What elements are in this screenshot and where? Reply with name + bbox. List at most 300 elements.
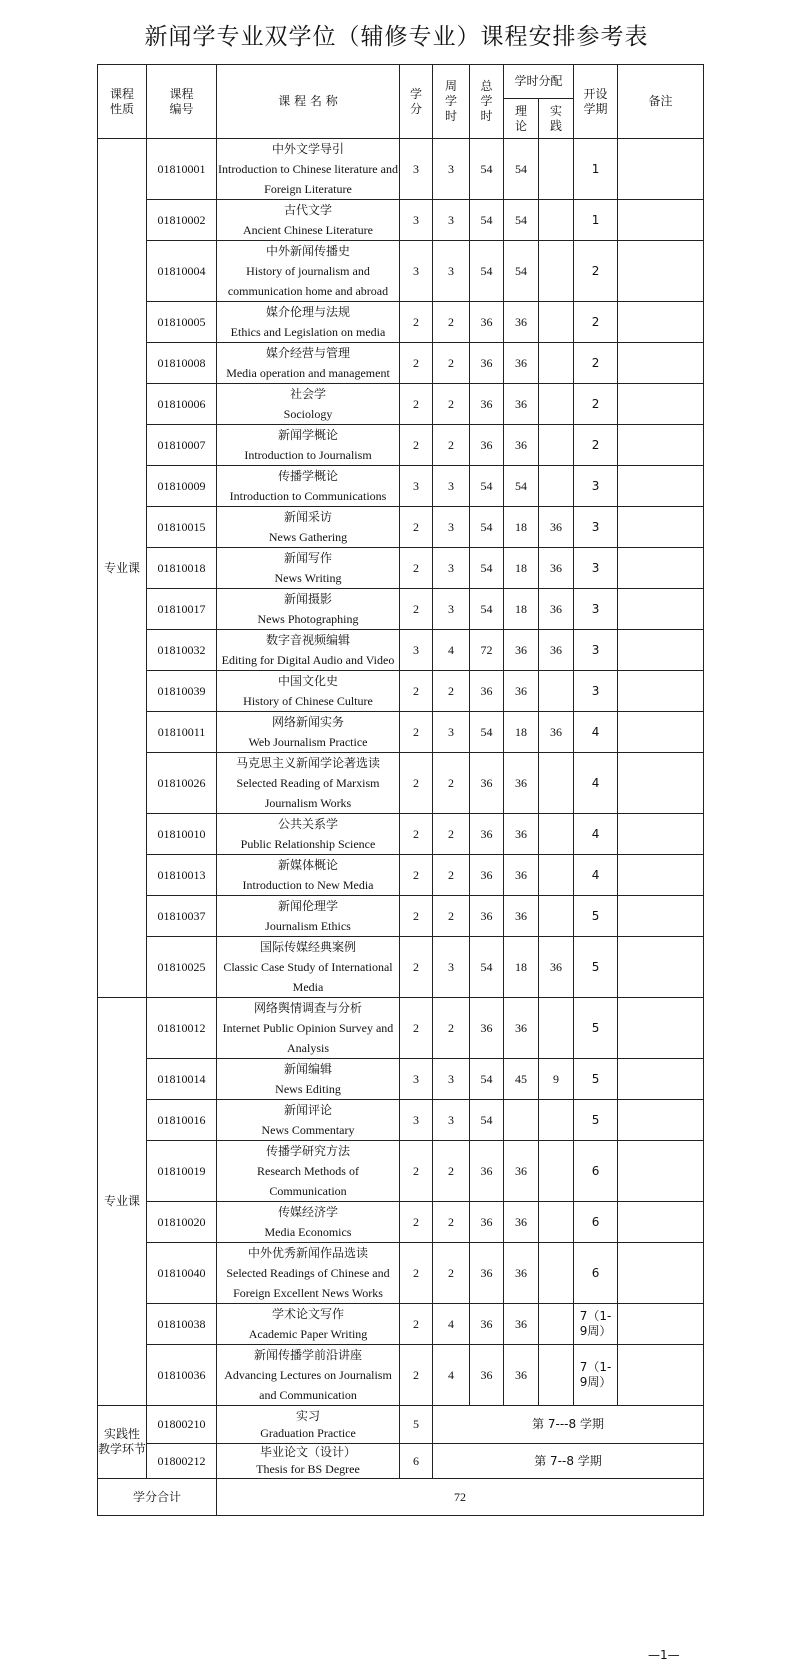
semester: 4 [574, 753, 618, 814]
course-name-en: Public Relationship Science [240, 837, 376, 851]
theory-hours [504, 1100, 539, 1141]
course-code: 01810037 [147, 896, 217, 937]
total-hours: 54 [470, 139, 504, 200]
course-name [217, 1345, 400, 1406]
credit: 3 [400, 139, 433, 200]
credit: 2 [400, 998, 433, 1059]
total-hours: 36 [470, 1345, 504, 1406]
practice-hours [539, 855, 574, 896]
practical-row [98, 1406, 704, 1444]
remark [618, 548, 704, 589]
semester: 7（1-9周） [574, 1345, 618, 1406]
table-row [98, 548, 704, 589]
course-name-en: Internet Public Opinion Survey and Analysis [222, 1021, 394, 1055]
course-code: 01810011 [147, 712, 217, 753]
weekly-hours: 2 [433, 384, 470, 425]
remark [618, 855, 704, 896]
course-name-cn: 社会学 [289, 387, 326, 401]
practice-hours [539, 200, 574, 241]
course-name-cn: 新闻摄影 [283, 592, 332, 606]
theory-hours: 18 [504, 589, 539, 630]
remark [618, 1345, 704, 1406]
practice-hours [539, 1141, 574, 1202]
credit: 2 [400, 937, 433, 998]
remark [618, 1100, 704, 1141]
practice-hours: 36 [539, 589, 574, 630]
weekly-hours: 2 [433, 343, 470, 384]
credit: 2 [400, 507, 433, 548]
course-code: 01810015 [147, 507, 217, 548]
total-hours: 36 [470, 671, 504, 712]
header-weekly: 周 学 时 [433, 65, 470, 139]
table-row [98, 139, 704, 200]
course-name [217, 548, 400, 589]
course-code: 01810006 [147, 384, 217, 425]
course-name-en: Ancient Chinese Literature [243, 223, 373, 237]
total-hours: 36 [470, 1141, 504, 1202]
course-name-en: News Editing [275, 1082, 341, 1096]
course-name [217, 896, 400, 937]
table-row [98, 1100, 704, 1141]
remark [618, 200, 704, 241]
practice-hours: 36 [539, 937, 574, 998]
remark [618, 1304, 704, 1345]
course-table [97, 64, 704, 1516]
course-name-en: Thesis for BS Degree [256, 1462, 360, 1476]
total-hours: 72 [470, 630, 504, 671]
table-row [98, 343, 704, 384]
theory-hours: 54 [504, 139, 539, 200]
header-nature: 课程 性质 [98, 65, 147, 139]
course-name-cn: 国际传媒经典案例 [259, 940, 356, 954]
weekly-hours: 2 [433, 814, 470, 855]
course-name [217, 1304, 400, 1345]
course-name-en: Academic Paper Writing [248, 1327, 368, 1341]
weekly-hours: 2 [433, 753, 470, 814]
course-name [217, 937, 400, 998]
course-name-en: Selected Reading of Marxism Journalism Works [236, 776, 380, 810]
course-name-cn: 马克思主义新闻学论著选读 [235, 756, 380, 770]
course-code: 01810017 [147, 589, 217, 630]
course-name-en: Media Economics [264, 1225, 352, 1239]
table-row [98, 466, 704, 507]
theory-hours: 36 [504, 671, 539, 712]
total-hours: 54 [470, 589, 504, 630]
theory-hours: 54 [504, 466, 539, 507]
course-name-en: Research Methods of Communication [257, 1164, 359, 1198]
course-name-en: History of journalism and communication home and abroad [227, 264, 389, 298]
course-name-cn: 中外优秀新闻作品选读 [247, 1246, 368, 1260]
theory-hours: 54 [504, 241, 539, 302]
course-nature-cell: 实践性 教学环节 [98, 1406, 147, 1479]
course-name [217, 139, 400, 200]
remark [618, 507, 704, 548]
total-hours: 54 [470, 712, 504, 753]
remark [618, 384, 704, 425]
practice-hours [539, 1202, 574, 1243]
theory-hours: 36 [504, 855, 539, 896]
course-name-cn: 传播学概论 [277, 469, 338, 483]
semester: 3 [574, 548, 618, 589]
course-code: 01810010 [147, 814, 217, 855]
remark [618, 671, 704, 712]
remark [618, 814, 704, 855]
practice-hours [539, 1100, 574, 1141]
total-hours: 54 [470, 1100, 504, 1141]
remark [618, 425, 704, 466]
credit: 5 [400, 1406, 433, 1444]
theory-hours: 36 [504, 1345, 539, 1406]
credit: 2 [400, 384, 433, 425]
credit: 3 [400, 241, 433, 302]
table-row [98, 302, 704, 343]
course-name [217, 1100, 400, 1141]
header-remark: 备注 [618, 65, 704, 139]
practice-hours [539, 343, 574, 384]
theory-hours: 36 [504, 1304, 539, 1345]
theory-hours: 36 [504, 1141, 539, 1202]
theory-hours: 36 [504, 630, 539, 671]
weekly-hours: 2 [433, 998, 470, 1059]
course-name-en: Advancing Lectures on Journalism and Communication [224, 1368, 392, 1402]
credit: 2 [400, 548, 433, 589]
course-code: 01810013 [147, 855, 217, 896]
course-name [217, 302, 400, 343]
course-name [217, 1141, 400, 1202]
course-nature-cell: 专业课 [98, 998, 147, 1406]
course-name-cn: 中国文化史 [277, 674, 338, 688]
course-code: 01810016 [147, 1100, 217, 1141]
course-code: 01810014 [147, 1059, 217, 1100]
semester: 4 [574, 855, 618, 896]
practice-hours [539, 1304, 574, 1345]
practice-hours [539, 302, 574, 343]
credit: 2 [400, 343, 433, 384]
course-code: 01810002 [147, 200, 217, 241]
remark [618, 1243, 704, 1304]
course-name-en: Introduction to Communications [229, 489, 387, 503]
practice-hours [539, 425, 574, 466]
course-name-en: Introduction to Journalism [244, 448, 372, 462]
course-name-cn: 古代文学 [283, 203, 332, 217]
table-row [98, 1141, 704, 1202]
course-code: 01810038 [147, 1304, 217, 1345]
semester: 2 [574, 384, 618, 425]
weekly-hours: 3 [433, 507, 470, 548]
weekly-hours: 4 [433, 1345, 470, 1406]
course-name [217, 466, 400, 507]
page-title: 新闻学专业双学位（辅修专业）课程安排参考表 [144, 24, 649, 50]
header-theory: 理 论 [504, 99, 539, 139]
semester: 6 [574, 1141, 618, 1202]
weekly-hours: 2 [433, 302, 470, 343]
total-hours: 54 [470, 466, 504, 507]
credit: 2 [400, 896, 433, 937]
total-label: 学分合计 [98, 1479, 217, 1516]
course-name [217, 589, 400, 630]
weekly-hours: 3 [433, 200, 470, 241]
course-code: 01810012 [147, 998, 217, 1059]
course-name [217, 671, 400, 712]
course-name-cn: 数字音视频编辑 [265, 633, 350, 647]
remark [618, 896, 704, 937]
total-hours: 36 [470, 1243, 504, 1304]
total-hours: 36 [470, 896, 504, 937]
credit: 2 [400, 302, 433, 343]
course-code: 01810018 [147, 548, 217, 589]
semester: 1 [574, 139, 618, 200]
course-name-en: News Photographing [257, 612, 359, 626]
credit: 2 [400, 712, 433, 753]
practice-hours: 36 [539, 630, 574, 671]
practice-hours [539, 753, 574, 814]
course-code: 01800210 [147, 1406, 217, 1444]
course-name-en: News Gathering [268, 530, 348, 544]
total-hours: 36 [470, 998, 504, 1059]
credit: 3 [400, 1100, 433, 1141]
credit: 2 [400, 1202, 433, 1243]
practical-row [98, 1444, 704, 1479]
course-name [217, 1444, 400, 1479]
table-row [98, 1202, 704, 1243]
course-code: 01810025 [147, 937, 217, 998]
course-name-en: Journalism Ethics [265, 919, 351, 933]
remark [618, 630, 704, 671]
course-name-cn: 新闻学概论 [277, 428, 338, 442]
header-credit: 学 分 [400, 65, 433, 139]
weekly-hours: 4 [433, 1304, 470, 1345]
semester: 3 [574, 671, 618, 712]
course-name [217, 384, 400, 425]
theory-hours: 54 [504, 200, 539, 241]
page-number: —1— [648, 1648, 680, 1662]
credit: 2 [400, 855, 433, 896]
theory-hours: 18 [504, 937, 539, 998]
course-name-en: Ethics and Legislation on media [230, 325, 386, 339]
semester: 5 [574, 1059, 618, 1100]
semester: 6 [574, 1202, 618, 1243]
remark [618, 241, 704, 302]
course-name [217, 712, 400, 753]
remark [618, 1202, 704, 1243]
course-name-cn: 传媒经济学 [277, 1205, 338, 1219]
header-code: 课程 编号 [147, 65, 217, 139]
theory-hours: 36 [504, 425, 539, 466]
table-row [98, 753, 704, 814]
course-name-cn: 新媒体概论 [277, 858, 338, 872]
credit: 6 [400, 1444, 433, 1479]
credit: 2 [400, 589, 433, 630]
course-name [217, 1243, 400, 1304]
weekly-hours: 3 [433, 466, 470, 507]
header-distribution: 学时分配 [504, 65, 574, 99]
remark [618, 1059, 704, 1100]
practice-hours [539, 139, 574, 200]
header-semester: 开设 学期 [574, 65, 618, 139]
course-name [217, 855, 400, 896]
total-hours: 54 [470, 548, 504, 589]
course-name-en: Graduation Practice [260, 1425, 356, 1440]
course-name-cn: 新闻采访 [283, 510, 332, 524]
course-name-cn: 传播学研究方法 [265, 1144, 350, 1158]
course-name-en: Editing for Digital Audio and Video [221, 653, 395, 667]
course-name [217, 630, 400, 671]
semester: 7（1-9周） [574, 1304, 618, 1345]
course-name-en: Introduction to Chinese literature and Foreign Literature [218, 162, 398, 196]
schedule: 第 7--8 学期 [433, 1444, 704, 1479]
header-name: 课 程 名 称 [217, 65, 400, 139]
course-code: 01810004 [147, 241, 217, 302]
table-row [98, 241, 704, 302]
remark [618, 753, 704, 814]
remark [618, 343, 704, 384]
total-row [98, 1479, 704, 1516]
total-hours: 54 [470, 1059, 504, 1100]
credit: 3 [400, 630, 433, 671]
remark [618, 139, 704, 200]
course-code: 01810001 [147, 139, 217, 200]
weekly-hours: 3 [433, 139, 470, 200]
course-name-cn: 新闻伦理学 [277, 899, 338, 913]
practice-hours [539, 1345, 574, 1406]
credit: 3 [400, 200, 433, 241]
table-row [98, 200, 704, 241]
course-name [217, 1202, 400, 1243]
semester: 6 [574, 1243, 618, 1304]
theory-hours: 36 [504, 384, 539, 425]
semester: 3 [574, 589, 618, 630]
semester: 2 [574, 241, 618, 302]
course-name [217, 814, 400, 855]
theory-hours: 36 [504, 814, 539, 855]
course-code: 01810005 [147, 302, 217, 343]
course-name-cn: 学术论文写作 [271, 1307, 344, 1321]
table-row [98, 671, 704, 712]
theory-hours: 36 [504, 896, 539, 937]
total-hours: 36 [470, 855, 504, 896]
weekly-hours: 3 [433, 937, 470, 998]
practice-hours: 9 [539, 1059, 574, 1100]
table-row [98, 630, 704, 671]
total-hours: 36 [470, 302, 504, 343]
table-row [98, 507, 704, 548]
course-code: 01810040 [147, 1243, 217, 1304]
table-row [98, 1345, 704, 1406]
course-name [217, 753, 400, 814]
credit: 2 [400, 1141, 433, 1202]
course-name-cn: 新闻传播学前沿讲座 [253, 1348, 362, 1362]
course-code: 01810020 [147, 1202, 217, 1243]
total-hours: 54 [470, 937, 504, 998]
table-row [98, 712, 704, 753]
course-name-cn: 中外文学导引 [271, 142, 344, 156]
credit: 2 [400, 425, 433, 466]
theory-hours: 18 [504, 712, 539, 753]
course-code: 01810009 [147, 466, 217, 507]
weekly-hours: 2 [433, 671, 470, 712]
table-row [98, 855, 704, 896]
course-name-en: History of Chinese Culture [243, 694, 373, 708]
table-row [98, 937, 704, 998]
credit: 2 [400, 1304, 433, 1345]
total-hours: 54 [470, 200, 504, 241]
course-name-cn: 媒介伦理与法规 [265, 305, 350, 319]
semester: 4 [574, 712, 618, 753]
course-name [217, 343, 400, 384]
course-name-en: Sociology [283, 407, 333, 421]
semester: 2 [574, 302, 618, 343]
semester: 3 [574, 507, 618, 548]
course-name-cn: 公共关系学 [277, 817, 338, 831]
course-code: 01810036 [147, 1345, 217, 1406]
theory-hours: 18 [504, 507, 539, 548]
total-hours: 36 [470, 1304, 504, 1345]
course-name-en: Selected Readings of Chinese and Foreign Excellent News Works [226, 1266, 390, 1300]
total-hours: 54 [470, 507, 504, 548]
theory-hours: 36 [504, 343, 539, 384]
theory-hours: 45 [504, 1059, 539, 1100]
weekly-hours: 2 [433, 425, 470, 466]
course-name-cn: 网络新闻实务 [271, 715, 344, 729]
credit: 2 [400, 671, 433, 712]
semester: 5 [574, 896, 618, 937]
semester: 3 [574, 466, 618, 507]
practice-hours [539, 384, 574, 425]
semester: 2 [574, 425, 618, 466]
practice-hours [539, 896, 574, 937]
table-row [98, 998, 704, 1059]
total-hours: 54 [470, 241, 504, 302]
theory-hours: 36 [504, 302, 539, 343]
table-row [98, 1059, 704, 1100]
weekly-hours: 3 [433, 712, 470, 753]
theory-hours: 36 [504, 753, 539, 814]
header-practice: 实 践 [539, 99, 574, 139]
course-name-cn: 网络舆情调查与分析 [253, 1001, 362, 1015]
credit: 2 [400, 753, 433, 814]
course-name-cn: 毕业论文（设计） [259, 1445, 356, 1459]
table-row [98, 1243, 704, 1304]
practice-hours [539, 466, 574, 507]
total-hours: 36 [470, 343, 504, 384]
course-code: 01810039 [147, 671, 217, 712]
practice-hours: 36 [539, 548, 574, 589]
practice-hours [539, 814, 574, 855]
course-code: 01800212 [147, 1444, 217, 1479]
course-name-en: News Writing [274, 571, 342, 585]
weekly-hours: 3 [433, 548, 470, 589]
course-name [217, 1406, 400, 1444]
remark [618, 589, 704, 630]
weekly-hours: 2 [433, 855, 470, 896]
practice-hours [539, 1243, 574, 1304]
course-name [217, 1059, 400, 1100]
practice-hours [539, 998, 574, 1059]
course-name [217, 200, 400, 241]
course-code: 01810026 [147, 753, 217, 814]
weekly-hours: 3 [433, 1059, 470, 1100]
course-name [217, 998, 400, 1059]
course-name [217, 241, 400, 302]
course-name-en: Classic Case Study of International Media [223, 960, 393, 994]
course-name-cn: 实习 [295, 1408, 320, 1423]
table-row [98, 814, 704, 855]
semester: 3 [574, 630, 618, 671]
weekly-hours: 3 [433, 1100, 470, 1141]
table-row [98, 896, 704, 937]
course-name [217, 507, 400, 548]
total-value: 72 [217, 1479, 704, 1516]
